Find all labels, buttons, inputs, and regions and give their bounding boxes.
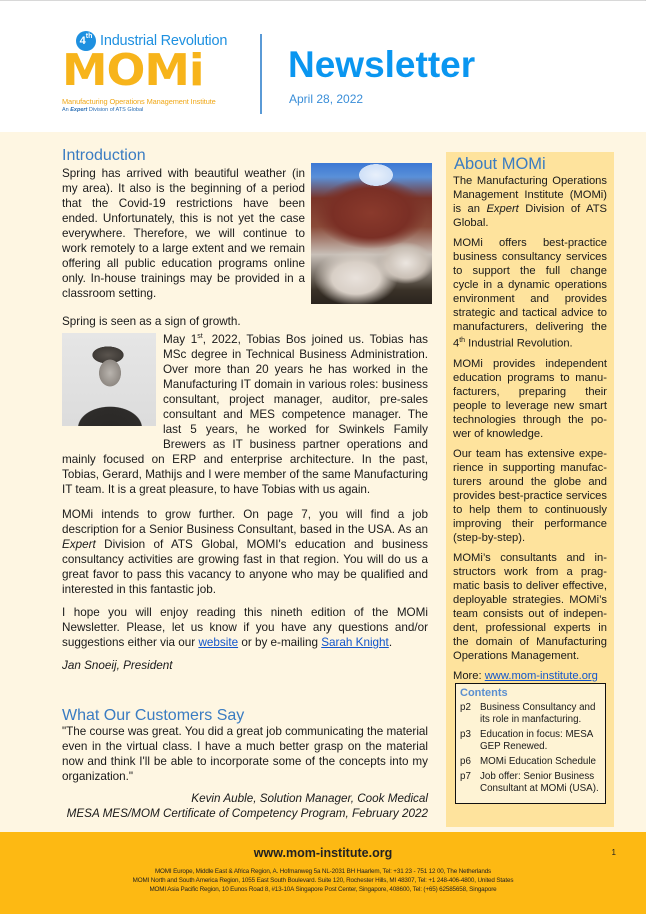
page-title: Newsletter	[288, 44, 476, 85]
about-p2: MOMi offers best-practice business consultancy services to support the full change cycle in a dynamic operations environment and provides strategic and tactical advice to manufacturers, delivering the 4th Industrial Revolution.	[453, 237, 607, 350]
grow-paragraph: MOMi intends to grow further. On page 7, you will find a job description for a Senior Business Consultant, based in the USA. As an Expert Division of ATS Global, MOMI's education and business consultancy activities are growing fast in that region. You will do us a great favor to pass this vacancy to anyone who may be qualified and interested in this fantastic job.	[62, 508, 428, 596]
address-apac: MOMI Asia Pacific Region, 10 Eunos Road 8, #13-10A Singapore Post Center, Singapore, 408600, Tel: (+65) 62585658, Singapore	[149, 886, 497, 893]
page-footer	[0, 832, 646, 914]
footer-addresses	[0, 867, 646, 894]
about-p1: The Manufacturing Operations Management Institute (MOMi) is an Expert Division of ATS Global.	[453, 175, 607, 229]
introduction-heading: Introduction	[62, 147, 146, 164]
logo-tagline: Industrial Revolution	[100, 33, 228, 49]
contents-item[interactable]: p7 Job offer: Senior Business Consultant at MOMi (USA).	[460, 771, 599, 794]
spring-blossom-photo	[311, 163, 432, 304]
contents-heading: Contents	[460, 687, 508, 699]
sarah-knight-email-link[interactable]: Sarah Knight	[321, 636, 389, 649]
contents-item[interactable]: p3 Education in focus: MESA GEP Renewed.	[460, 729, 593, 752]
contents-item[interactable]: p6 MOMi Education Schedule	[460, 756, 596, 767]
logo-wordmark: MOMi	[62, 45, 204, 96]
mom-institute-link[interactable]: www.mom-institute.org	[484, 669, 598, 682]
about-p3: MOMi provides independent education programs to manufacturers, preparing their people to leverage new smart technologies through the power of knowledge.	[453, 357, 607, 440]
hope-paragraph: I hope you will enjoy reading this nineth edition of the MOMi Newsletter. Please, let us know if you have any questions and/or suggestions either via our website or by e-mailing Sarah Knight.	[62, 606, 428, 649]
fourth-badge-icon: 4th	[76, 31, 96, 51]
intro-paragraph: Spring has arrived with beautiful weather (in my area). It also is the beginning of a period that the Covid-19 restrictions have been ended. Unfortunately, this is not yet the case everywhere. Therefore, we will continue to work remotely to a large extent and we remain offering all public education programs online only. In-house trainings may be provided in a classroom setting.	[62, 167, 305, 300]
tobias-paragraph: May 1st, 2022, Tobias Bos joined us. Tobias has MSc degree in Technical Business Administration. Over more than 20 years he has worked in the Manufacturing IT domain in various roles: business consultant, project manager, auditor, pre-sales consultant and MES competence manager. The last 5 years, he worked for Swinkels Family Brewers as IT business partner operations and mainly focused on ERP and enterprise architecture. In the past, Tobias, Gerard, Mathijs and I were member of the same Manufacturing IT team. It is a great pleasure, to have Tobias with us again.	[62, 332, 428, 496]
customer-quote: "The course was great. You did a great job communicating the material even in the virtual class. I have a much better grasp on the material now and think I'll be able to incorporate some of the concepts into my organization."	[62, 725, 429, 783]
address-americas: MOMI North and South America Region, 1055 East South Boulevard. Suite 120, Rochester Hills, MI 48307, Tel: +1 248-406-4800, United States	[132, 877, 514, 884]
spring-sentence: Spring is seen as a sign of growth.	[62, 315, 241, 328]
page-content	[0, 132, 646, 832]
quote-attribution: Kevin Auble, Solution Manager, Cook Medical MESA MES/MOM Certificate of Competency Program, February 2022	[66, 792, 428, 820]
website-link[interactable]: website	[198, 636, 239, 649]
logo-full-name: Manufacturing Operations Management Institute	[62, 97, 216, 106]
about-heading: About MOMi	[454, 155, 546, 173]
address-emea: MOMI Europe, Middle East & Africa Region, A. Hofmanweg 5a NL-2031 BH Haarlem, Tel: +31 23 - 751 12 00, The Netherlands	[154, 868, 492, 875]
header-divider	[260, 34, 262, 114]
contents-item[interactable]: p2 Business Consultancy and its role in manfacturing.	[460, 702, 596, 725]
about-sidebar	[446, 152, 614, 827]
contents-box	[455, 683, 606, 804]
footer-url[interactable]: www.mom-institute.org	[253, 846, 393, 860]
issue-date: April 28, 2022	[289, 92, 364, 106]
about-p5: MOMi’s consultants and instructors work from a pragmatic basis to deliver effective, deployable strategies. MOMi’s team consists out of independent, professional experts in the domain of Manufacturing Operations Management.	[453, 551, 607, 662]
about-p4: Our team has extensive experience in supporting manufacturers around the globe and provides best-practice services to help them to continuously improving their performance (step-by-step).	[453, 447, 607, 544]
signature: Jan Snoeij, President	[62, 659, 173, 672]
customers-heading: What Our Customers Say	[62, 707, 245, 724]
tobias-portrait	[62, 333, 156, 426]
about-more: More: www.mom-institute.org	[453, 669, 598, 682]
momi-logo	[62, 31, 237, 121]
page-number: 1	[611, 848, 616, 857]
logo-division: An Expert Division of ATS Global	[62, 107, 144, 113]
grow-section	[62, 507, 428, 681]
page-header	[0, 1, 646, 132]
